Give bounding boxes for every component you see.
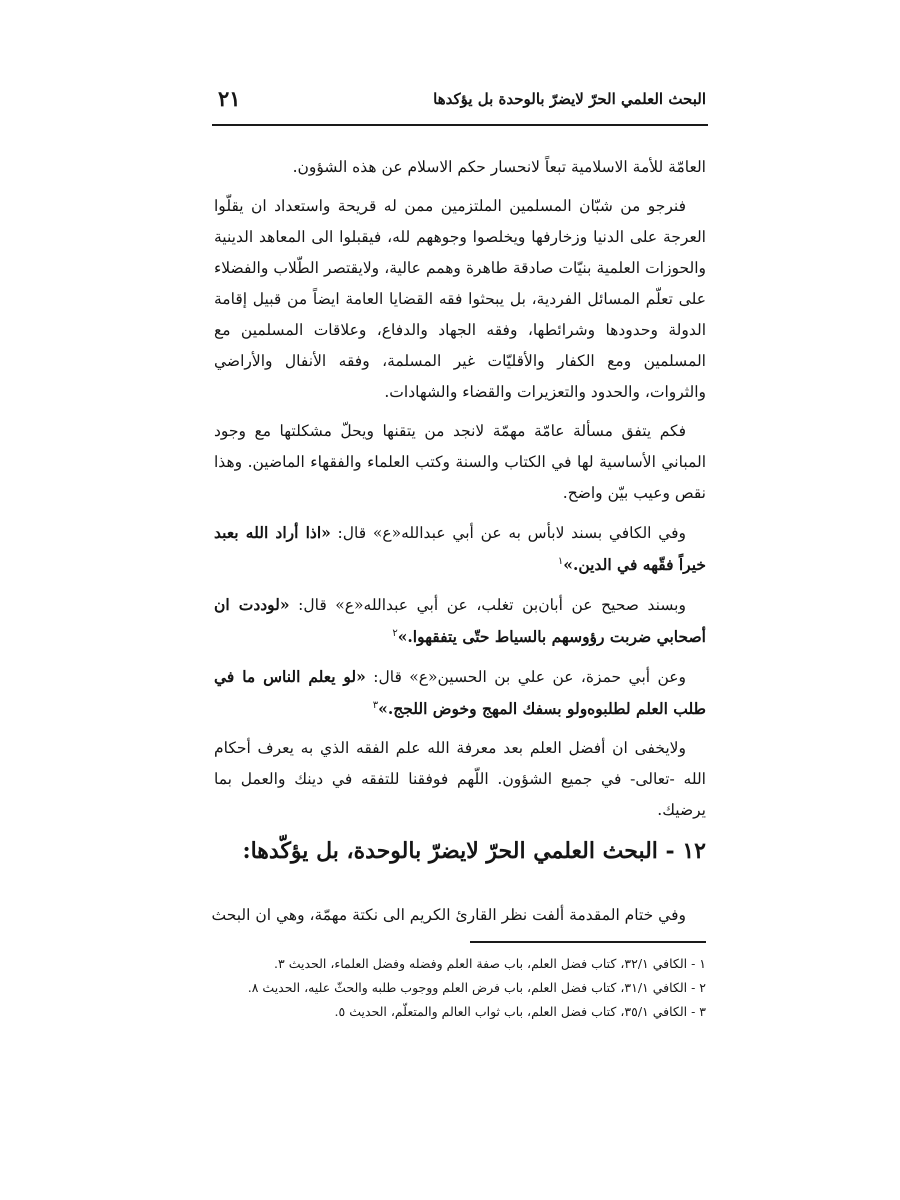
running-title: البحث العلمي الحرّ لايضرّ بالوحدة بل يؤكدها (433, 90, 706, 108)
running-header (212, 84, 706, 120)
page-number: ٢١ (218, 86, 241, 111)
hadith-quote-2: «لوددت ان أصحابي ضربت رؤوسهم بالسياط حتّى يتفقهوا.» (214, 595, 706, 646)
footnote-ref-2[interactable]: ٢ (392, 627, 398, 639)
footnote-2: ٢ - الكافي ٣١/١، كتاب فضل العلم، باب فرض العلم ووجوب طلبه والحثّ عليه، الحديث ٨. (247, 980, 706, 995)
section-first-line: وفي ختام المقدمة ألفت نظر القارئ الكريم الى نكتة مهمّة، وهي ان البحث (211, 906, 686, 924)
paragraph-6 (214, 661, 706, 725)
paragraph-5 (214, 589, 706, 653)
hadith-intro-1: وفي الكافي بسند لابأس به عن أبي عبدالله«ع» قال: (330, 524, 687, 542)
footnote-ref-1[interactable]: ١ (557, 555, 564, 567)
hadith-quote-1: «اذا أراد الله بعبد خيراً فقّهه في الدين.» (214, 523, 706, 574)
hadith-quote-3: «لو يعلم الناس ما في طلب العلم لطلبوه‌ولو بسفك المهج وخوض اللجج.» (214, 667, 706, 718)
paragraph-2: فنرجو من شبّان المسلمين الملتزمين ممن له قريحة واستعداد ان يقلّوا العرجة على الدنيا وزخارفها ويخلصوا وجوههم لله، فيقبلوا الى المعاهد الدينية والحوزات العلمية بنيّات صادقة طاهرة وهمم عالية، ولايقتصر الطّلاب والفضلاء على تعلّم المسائل الفردية، بل يبحثوا فقه القضايا العامة ايضاً من قبيل إقامة الدولة وحدودها وشرائطها، وفقه الجهاد والدفاع، وعلاقات المسلمين مع المسلمين ومع الكفار والأقليّات غير المسلمة، وفقه الأنفال والأراضي والثروات، والحدود والتعزيرات والقضاء والشهادات. (214, 197, 706, 401)
paragraph-4 (214, 517, 706, 581)
footnotes (214, 952, 706, 1024)
hadith-intro-2: وبسند صحيح عن أبان‌بن تغلب، عن أبي عبدالله«ع» قال: (289, 596, 686, 614)
body-text (214, 152, 706, 834)
footnote-rule (470, 941, 706, 943)
paragraph-3: فكم يتفق مسألة عامّة مهمّة لانجد من يتقنها ويحلّ مشكلتها مع وجود المباني الأساسية لها في الكتاب والسنة وكتب العلماء والفقهاء الماضين. وهذا نقص وعيب بيّن واضح. (214, 422, 706, 502)
header-rule (212, 124, 708, 126)
paragraph-7: ولايخفى ان أفضل العلم بعد معرفة الله علم الفقه الذي به يعرف أحكام الله -تعالى- في جميع الشؤون. اللّهم فوفقنا للتفقه في دينك والعمل بما يرضيك. (214, 739, 706, 819)
section-heading: ١٢ - البحث العلمي الحرّ لايضرّ بالوحدة، بل يؤكّدها: (242, 838, 706, 864)
footnote-ref-3[interactable]: ٣ (372, 699, 379, 711)
hadith-intro-3: وعن أبي حمزة، عن علي بن الحسين«ع» قال: (365, 668, 686, 686)
footnote-3: ٣ - الكافي ٣٥/١، كتاب فضل العلم، باب ثواب العالم والمتعلّم، الحديث ٥. (334, 1004, 706, 1019)
paragraph-1: العامّة للأمة الاسلامية تبعاً لانحسار حكم الاسلام عن هذه الشؤون. (292, 158, 706, 176)
footnote-1: ١ - الكافي ٣٢/١، كتاب فضل العلم، باب صفة العلم وفضله وفضل العلماء، الحديث ٣. (274, 956, 706, 971)
